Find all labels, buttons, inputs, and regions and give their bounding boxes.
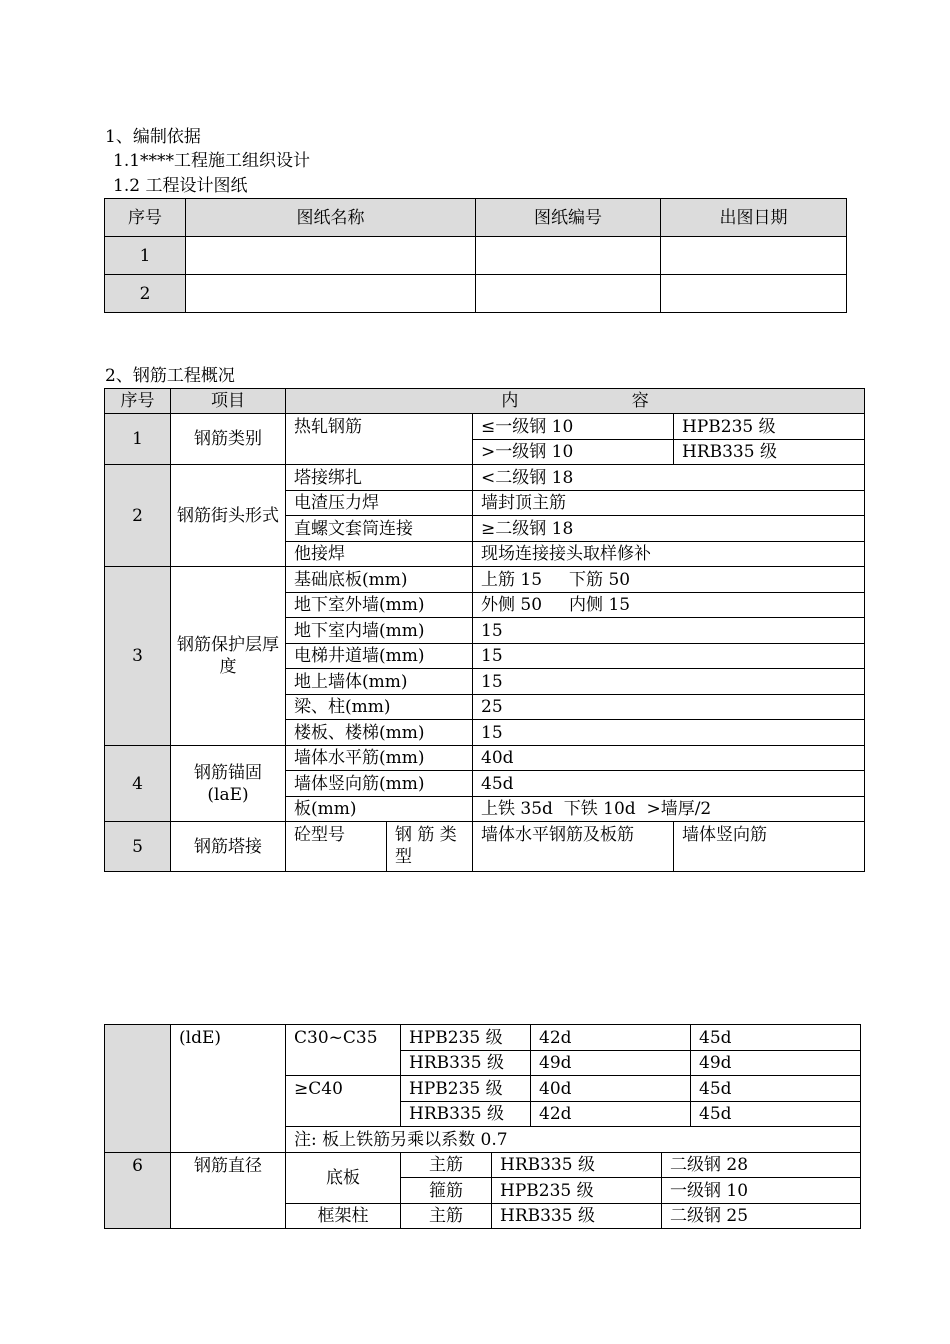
rebar-row5-rebar-type: 钢 筋 类 型 [387,822,473,872]
drawings-cell [661,275,847,313]
rebar-row5-no: 5 [105,822,171,872]
drawings-cell [186,237,476,275]
rebar-row1-a2: HPB235 级 [674,414,865,440]
rebar-row2-val: ≥二级钢 18 [473,516,865,542]
rebar-row2-key: 直螺文套筒连接 [286,516,473,542]
drawings-cell [661,237,847,275]
continued-v2: 45d [691,1102,861,1127]
drawings-header-no: 序号 [105,199,186,237]
rebar-row3-val: 15 [473,720,865,746]
drawings-row-no: 2 [105,275,186,313]
rebar-row3-item: 钢筋保护层厚度 [171,567,286,746]
rebar-row4-no: 4 [105,746,171,822]
continued-table [104,1024,861,1229]
rebar-row5-concrete: 砼型号 [286,822,387,872]
rebar-row3-val: 外侧 50 内侧 15 [473,593,865,618]
continued-steel: HRB335 级 [401,1102,531,1127]
rebar-row3-val: 15 [473,669,865,695]
rebar-row3-key: 楼板、楼梯(mm) [286,720,473,746]
continued-v2: 45d [691,1025,861,1051]
diameter-base: 底板 [286,1153,401,1204]
section1-item2: 1.2 工程设计图纸 [113,176,248,196]
rebar-row2-val: 现场连接接头取样修补 [473,542,865,567]
rebar-row1-a1: ≤一级钢 10 [473,414,674,440]
diameter-size: 一级钢 10 [662,1178,861,1204]
rebar-row3-key: 基础底板(mm) [286,567,473,593]
rebar-row4-val: 45d [473,771,865,797]
rebar-row3-key: 地下室内墙(mm) [286,618,473,644]
rebar-row3-val: 上筋 15 下筋 50 [473,567,865,593]
drawings-header-name: 图纸名称 [186,199,476,237]
diameter-size: 二级钢 25 [662,1204,861,1229]
continued-steel: HPB235 级 [401,1025,531,1051]
rebar-row3-val: 15 [473,618,865,644]
rebar-row3-key: 地上墙体(mm) [286,669,473,695]
continued-grade: C30~C35 [286,1025,401,1076]
continued-grade: ≥C40 [286,1076,401,1127]
diameter-row-item: 钢筋直径 [171,1153,286,1229]
rebar-header-item: 项目 [171,389,286,414]
rebar-row3-no: 3 [105,567,171,746]
rebar-row5-wall-h: 墙体水平钢筋及板筋 [473,822,674,872]
table-row [105,237,847,275]
rebar-row4-key: 墙体竖向筋(mm) [286,771,473,797]
diameter-steel: HPB235 级 [492,1178,662,1204]
rebar-table [104,388,865,872]
rebar-row1-type: 热轧钢筋 [286,414,473,465]
drawings-table [104,198,847,313]
rebar-row4-val: 40d [473,746,865,771]
rebar-row1-b1: >一级钢 10 [473,440,674,465]
rebar-row3-val: 25 [473,695,865,720]
rebar-row2-val: 墙封顶主筋 [473,491,865,516]
diameter-row-no: 6 [105,1153,171,1229]
rebar-row1-b2: HRB335 级 [674,440,865,465]
rebar-row2-no: 2 [105,465,171,567]
drawings-cell [476,237,661,275]
section2-heading: 2、钢筋工程概况 [105,366,235,386]
drawings-header-number: 图纸编号 [476,199,661,237]
rebar-row1-item: 钢筋类别 [171,414,286,465]
section1-heading: 1、编制依据 [105,127,201,147]
rebar-row2-key: 电渣压力焊 [286,491,473,516]
diameter-bar: 箍筋 [401,1178,492,1204]
section1-item1: 1.1****工程施工组织设计 [113,151,311,171]
drawings-row-no: 1 [105,237,186,275]
diameter-bar: 主筋 [401,1153,492,1178]
rebar-row5-wall-v: 墙体竖向筋 [674,822,865,872]
continued-note: 注: 板上铁筋另乘以系数 0.7 [286,1127,861,1153]
rebar-row2-key: 他接焊 [286,542,473,567]
diameter-bar: 主筋 [401,1204,492,1229]
continued-no-blank [105,1025,171,1153]
continued-v1: 42d [531,1025,691,1051]
continued-v2: 49d [691,1051,861,1076]
continued-v2: 45d [691,1076,861,1102]
rebar-row2-val: <二级钢 18 [473,465,865,491]
rebar-header-no: 序号 [105,389,171,414]
rebar-row4-item: 钢筋锚固(laE) [171,746,286,822]
diameter-steel: HRB335 级 [492,1153,662,1178]
rebar-row3-key: 梁、柱(mm) [286,695,473,720]
rebar-row1-no: 1 [105,414,171,465]
diameter-steel: HRB335 级 [492,1204,662,1229]
drawings-cell [476,275,661,313]
continued-v1: 49d [531,1051,691,1076]
drawings-header-date: 出图日期 [661,199,847,237]
continued-steel: HPB235 级 [401,1076,531,1102]
continued-label: (ldE) [171,1025,286,1153]
rebar-row3-key: 电梯井道墙(mm) [286,644,473,669]
rebar-header-content: 内 容 [286,389,865,414]
drawings-cell [186,275,476,313]
rebar-row4-key: 墙体水平筋(mm) [286,746,473,771]
continued-v1: 40d [531,1076,691,1102]
rebar-row2-key: 塔接绑扎 [286,465,473,491]
rebar-row3-key: 地下室外墙(mm) [286,593,473,618]
rebar-row2-item: 钢筋街头形式 [171,465,286,567]
rebar-row5-item: 钢筋塔接 [171,822,286,872]
diameter-frame: 框架柱 [286,1204,401,1229]
diameter-size: 二级钢 28 [662,1153,861,1178]
continued-v1: 42d [531,1102,691,1127]
table-row [105,275,847,313]
continued-steel: HRB335 级 [401,1051,531,1076]
rebar-row4-val: 上铁 35d 下铁 10d >墙厚/2 [473,797,865,822]
rebar-row4-key: 板(mm) [286,797,473,822]
rebar-row3-val: 15 [473,644,865,669]
